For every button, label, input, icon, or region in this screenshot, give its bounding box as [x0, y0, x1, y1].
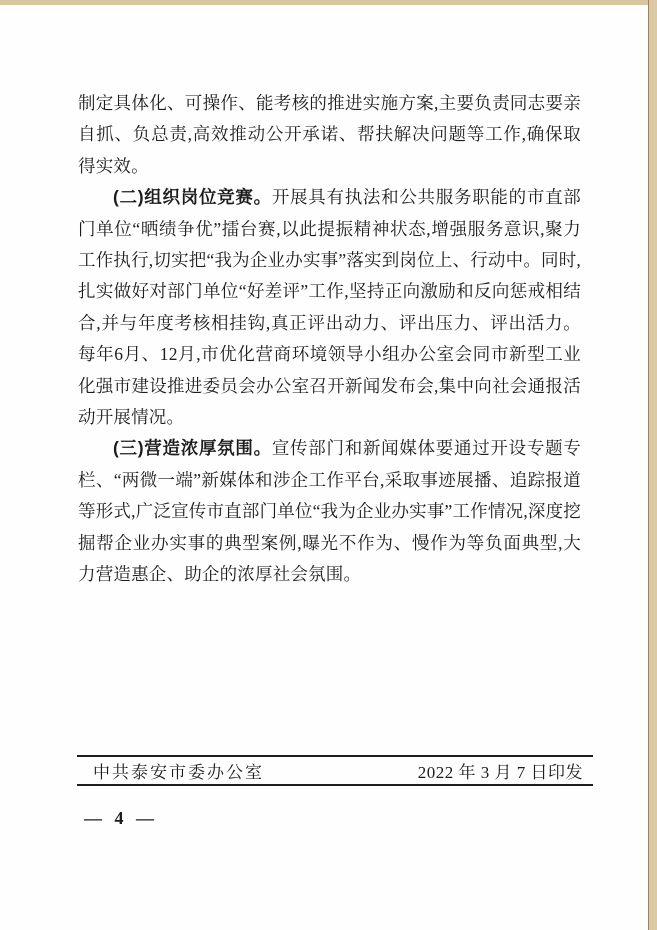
- colophon: [77, 755, 593, 786]
- paragraph-text: 制定具体化、可操作、能考核的推进实施方案,主要负责同志要亲自抓、负总责,高效推动公开承诺、帮扶解决问题等工作,确保取得实效。: [78, 93, 581, 176]
- colophon-issuer: 中共泰安市委办公室: [93, 763, 264, 782]
- colophon-print-date: 2022 年 3 月 7 日印发: [417, 763, 583, 782]
- scan-edge-top: [0, 0, 657, 5]
- page-number: — 4 —: [84, 808, 158, 828]
- paragraph-continued: [78, 88, 581, 182]
- paragraph-lead-bold: (三)营造浓厚氛围。: [113, 438, 272, 459]
- paragraph-text: 宣传部门和新闻媒体要通过开设专题专栏、“两微一端”新媒体和涉企工作平台,采取事迹展播、追踪报道等形式,广泛宣传市直部门单位“我为企业办实事”工作情况,深度挖掘帮企业办实事的典型案例,曝光不作为、慢作为等负面典型,大力营造惠企、助企的浓厚社会氛围。: [78, 438, 581, 585]
- paragraph-text: 开展具有执法和公共服务职能的市直部门单位“晒绩争优”擂台赛,以此提振精神状态,增强服务意识,聚力工作执行,切实把“我为企业办实事”落实到岗位上、行动中。同时,扎实做好对部门单位“好差评”工作,坚持正向激励和反向惩戒相结合,并与年度考核相挂钩,真正评出动力、评出压力、评出活力。每年6月、12月,市优化营商环境领导小组办公室会同市新型工业化强市建设推进委员会办公室召开新闻发布会,集中向社会通报活动开展情况。: [78, 187, 581, 428]
- paragraph-item-2: [78, 182, 581, 433]
- document-body: [78, 88, 581, 591]
- paragraph-lead-bold: (二)组织岗位竞赛。: [113, 187, 272, 208]
- paragraph-item-3: [78, 433, 581, 590]
- scan-edge-right: [648, 0, 657, 930]
